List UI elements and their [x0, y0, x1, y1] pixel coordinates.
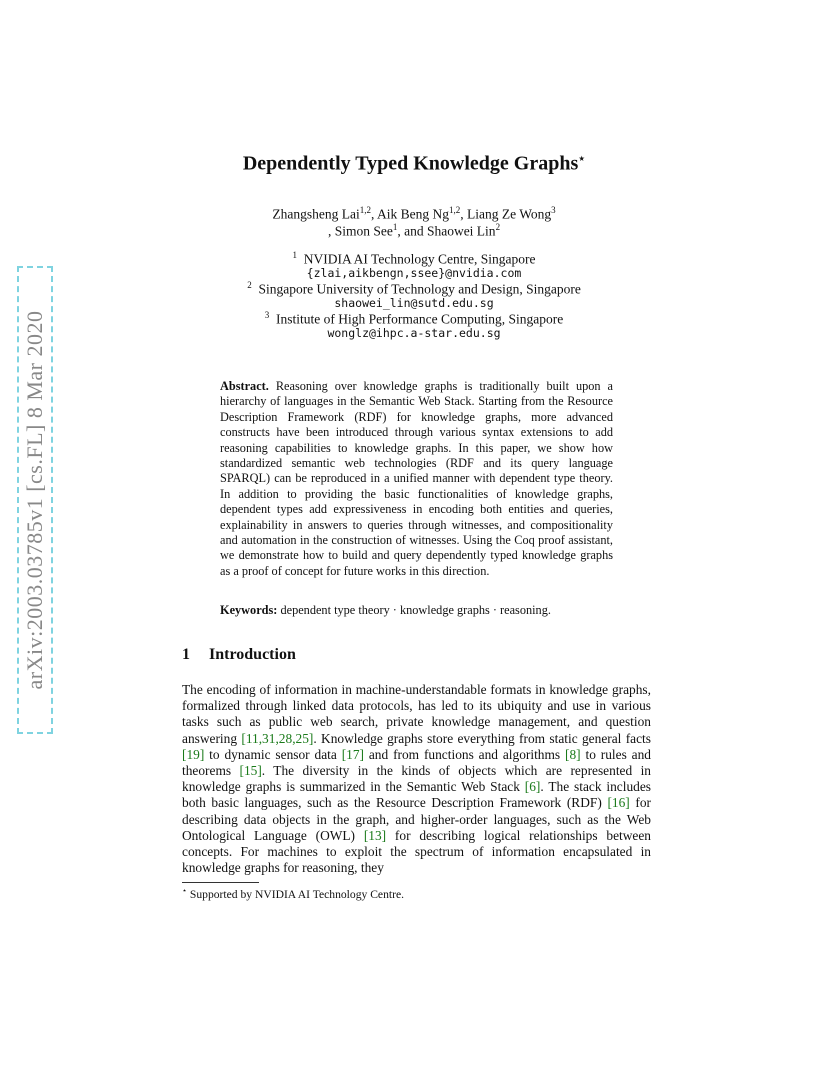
section-number: 1: [182, 646, 190, 663]
footnote-rule: [182, 882, 259, 883]
citation-link[interactable]: [19]: [182, 746, 205, 762]
section-heading: [182, 646, 296, 664]
abstract: [220, 379, 613, 579]
citation-link[interactable]: [6]: [524, 779, 541, 795]
affiliation-2-email: shaowei_lin@sutd.edu.sg: [334, 296, 494, 310]
affiliation-3-email: wonglz@ihpc.a-star.edu.sg: [327, 326, 501, 340]
section-title: Introduction: [209, 646, 296, 663]
footnote-mark: ⋆: [182, 886, 188, 895]
affiliation-1-email: {zlai,aikbengn,ssee}@nvidia.com: [306, 266, 522, 280]
citation-link[interactable]: [17]: [341, 746, 364, 762]
citation-link[interactable]: [8]: [565, 746, 581, 762]
arxiv-stamp-text: arXiv:2003.03785v1 [cs.FL] 8 Mar 2020: [22, 310, 47, 690]
keywords-text: dependent type theory · knowledge graphs · reasoning.: [280, 603, 551, 617]
abstract-label: Abstract.: [220, 379, 269, 393]
footnote-text: Supported by NVIDIA AI Technology Centre.: [189, 887, 404, 901]
authors-line-2: , Simon See$^1$, and Shaowei Lin$^2$: [327, 222, 501, 239]
citation-link[interactable]: [11,31,28,25]: [241, 730, 314, 746]
keywords-label: Keywords:: [220, 603, 278, 617]
paper-title: Dependently Typed Knowledge Graphs⋆: [242, 152, 586, 175]
citation-link[interactable]: [16]: [607, 795, 630, 811]
affiliation-3: $^3$ Institute of High Performance Computing, Singapore: [264, 310, 564, 327]
citation-link[interactable]: [15]: [239, 763, 262, 779]
abstract-text: Reasoning over knowledge graphs is traditionally built upon a hierarchy of languages in the Semantic Web Stack. Starting from the Resource Description Framework (RDF) for knowledge graphs, more advanced constructs have been introduced through various syntax extensions to add reasoning capabilities to knowledge graphs. In this paper, we show how standardized semantic web technologies (RDF and its query language SPARQL) can be reproduced in a unified manner with dependent type theory. In addition to providing the basic functionalities of knowledge graphs, dependent types add expressiveness in encoding both entities and queries, explainability in answers to queries through witnesses, and compositionality and automation in the construction of witnesses. Using the Coq proof assistant, we demonstrate how to build and query dependently typed knowledge graphs as a proof of concept for future works in this direction.: [220, 379, 614, 578]
keywords: [220, 603, 613, 618]
title-footnote-mark: ⋆: [578, 153, 586, 165]
citation-link[interactable]: [13]: [363, 827, 387, 843]
authors-line-1: Zhangsheng Lai$^{1,2}$, Aik Beng Ng$^{1,2}$, Liang Ze Wong$^3$: [272, 205, 556, 222]
intro-paragraph: The encoding of information in machine-understandable formats in knowledge graphs, formalized through linked data protocols, has led to its ubiquity and use in various tasks such as public web search, private knowledge management, and question answering [11,31,28,25]. Knowledge graphs store everything from static general facts [19] to dynamic sensor data [17] and from functions and algorithms [8] to rules and theorems [15]. The diversity in the kinds of objects which are represented in knowledge graphs is summarized in the Semantic Web Stack [6]. The stack includes both basic languages, such as the Resource Description Framework (RDF) [16] for describing data objects in the graph, and higher-order languages, such as the Web Ontological Language (OWL) [13] for describing logical relationships between concepts. For machines to exploit the spectrum of information encapsulated in knowledge graphs for reasoning, they: [182, 682, 651, 876]
affiliation-2: $^2$ Singapore University of Technology and Design, Singapore: [247, 280, 581, 297]
footnote: [182, 886, 404, 901]
affiliation-1: $^1$ NVIDIA AI Technology Centre, Singapore: [292, 250, 536, 267]
